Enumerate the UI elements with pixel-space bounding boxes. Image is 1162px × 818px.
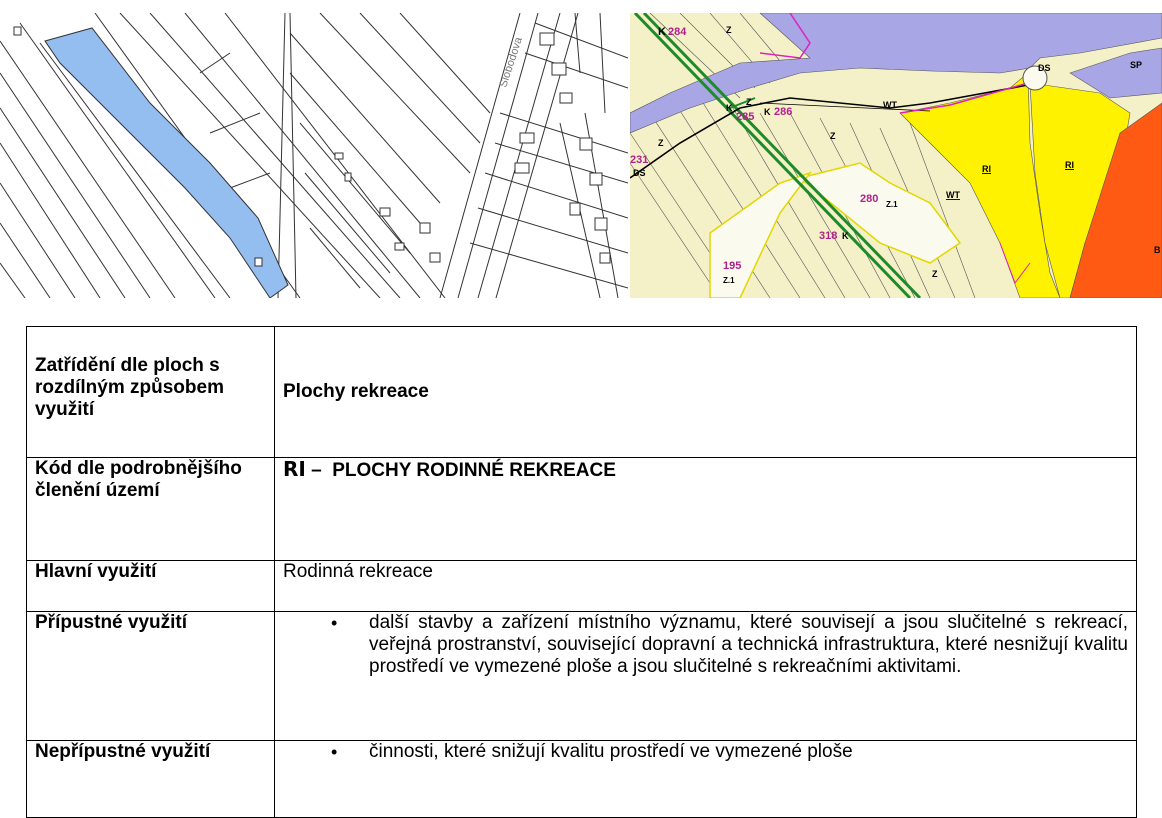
list-item — [283, 741, 1128, 763]
map-label: RI — [1065, 160, 1074, 170]
map-label: Z — [658, 138, 664, 148]
map-label: K — [726, 103, 733, 113]
row-label-main-use: Hlavní využití — [27, 561, 275, 612]
zone-code-title: – PLOCHY RODINNÉ REKREACE — [305, 460, 616, 481]
row-label-code: Kód dle podrobnějšího členění území — [27, 458, 275, 561]
row-label-prohibited-use: Nepřípustné využití — [27, 741, 275, 818]
map-label: 285 — [736, 111, 755, 123]
map-label: Z — [746, 97, 752, 107]
permitted-use-text: další stavby a zařízení místního významu, které souvisejí a jsou slučitelné s rekreací, veřejná prostranství, související dopravní a technická infrastruktura, které nesnižují kvalitu prostředí ve vymezené ploše a jsou slučitelné s rekreačními aktivitami. — [369, 612, 1128, 677]
map-label: Z — [830, 131, 836, 141]
cadastral-map-graphic — [0, 13, 628, 298]
map-label: Z.1 — [886, 200, 898, 209]
street-name-label: Slobodova — [497, 35, 525, 89]
map-label: Z — [932, 269, 938, 279]
bullet: • — [331, 742, 338, 762]
map-label: DS — [1038, 63, 1051, 73]
map-label: 280 — [860, 193, 879, 205]
row-label-classification: Zatřídění dle ploch s rozdílným způsobem využití — [27, 327, 275, 458]
map-label: WT — [946, 190, 960, 200]
table-row — [27, 561, 1137, 612]
row-label-permitted-use: Přípustné využití — [27, 612, 275, 741]
map-label: SP — [1130, 60, 1143, 70]
map-label: 318 — [819, 230, 838, 242]
regulation-table — [26, 326, 1137, 818]
map-label: 231 — [630, 154, 649, 166]
map-label: K — [842, 231, 849, 241]
map-label: DS — [633, 168, 646, 178]
zone-code: RI — [283, 457, 306, 481]
map-label: 195 — [723, 260, 742, 272]
zoning-map-graphic — [630, 13, 1162, 298]
map-label: Z.1 — [723, 276, 735, 285]
table-row — [27, 327, 1137, 458]
map-strip — [0, 13, 1162, 298]
map-label: 286 — [774, 106, 793, 118]
row-value-classification: Plochy rekreace — [275, 327, 1137, 458]
bullet: • — [331, 613, 338, 633]
zoning-map — [630, 13, 1162, 298]
map-label: WT — [883, 100, 897, 110]
table-row — [27, 612, 1137, 741]
map-label: 284 — [668, 26, 687, 38]
row-value-permitted-use — [275, 612, 1137, 741]
row-value-prohibited-use — [275, 741, 1137, 818]
prohibited-use-text: činnosti, které snižují kvalitu prostředí ve vymezené ploše — [369, 741, 853, 762]
map-label: Z — [726, 25, 732, 35]
list-item — [283, 612, 1128, 678]
map-label: K — [764, 107, 771, 117]
map-label: B — [1154, 245, 1161, 255]
row-value-main-use: Rodinná rekreace — [275, 561, 1137, 612]
table-row — [27, 741, 1137, 818]
row-value-code — [275, 458, 1137, 561]
table-row — [27, 458, 1137, 561]
map-label: K — [658, 26, 666, 38]
map-label: RI — [982, 164, 991, 174]
cadastral-map — [0, 13, 628, 298]
